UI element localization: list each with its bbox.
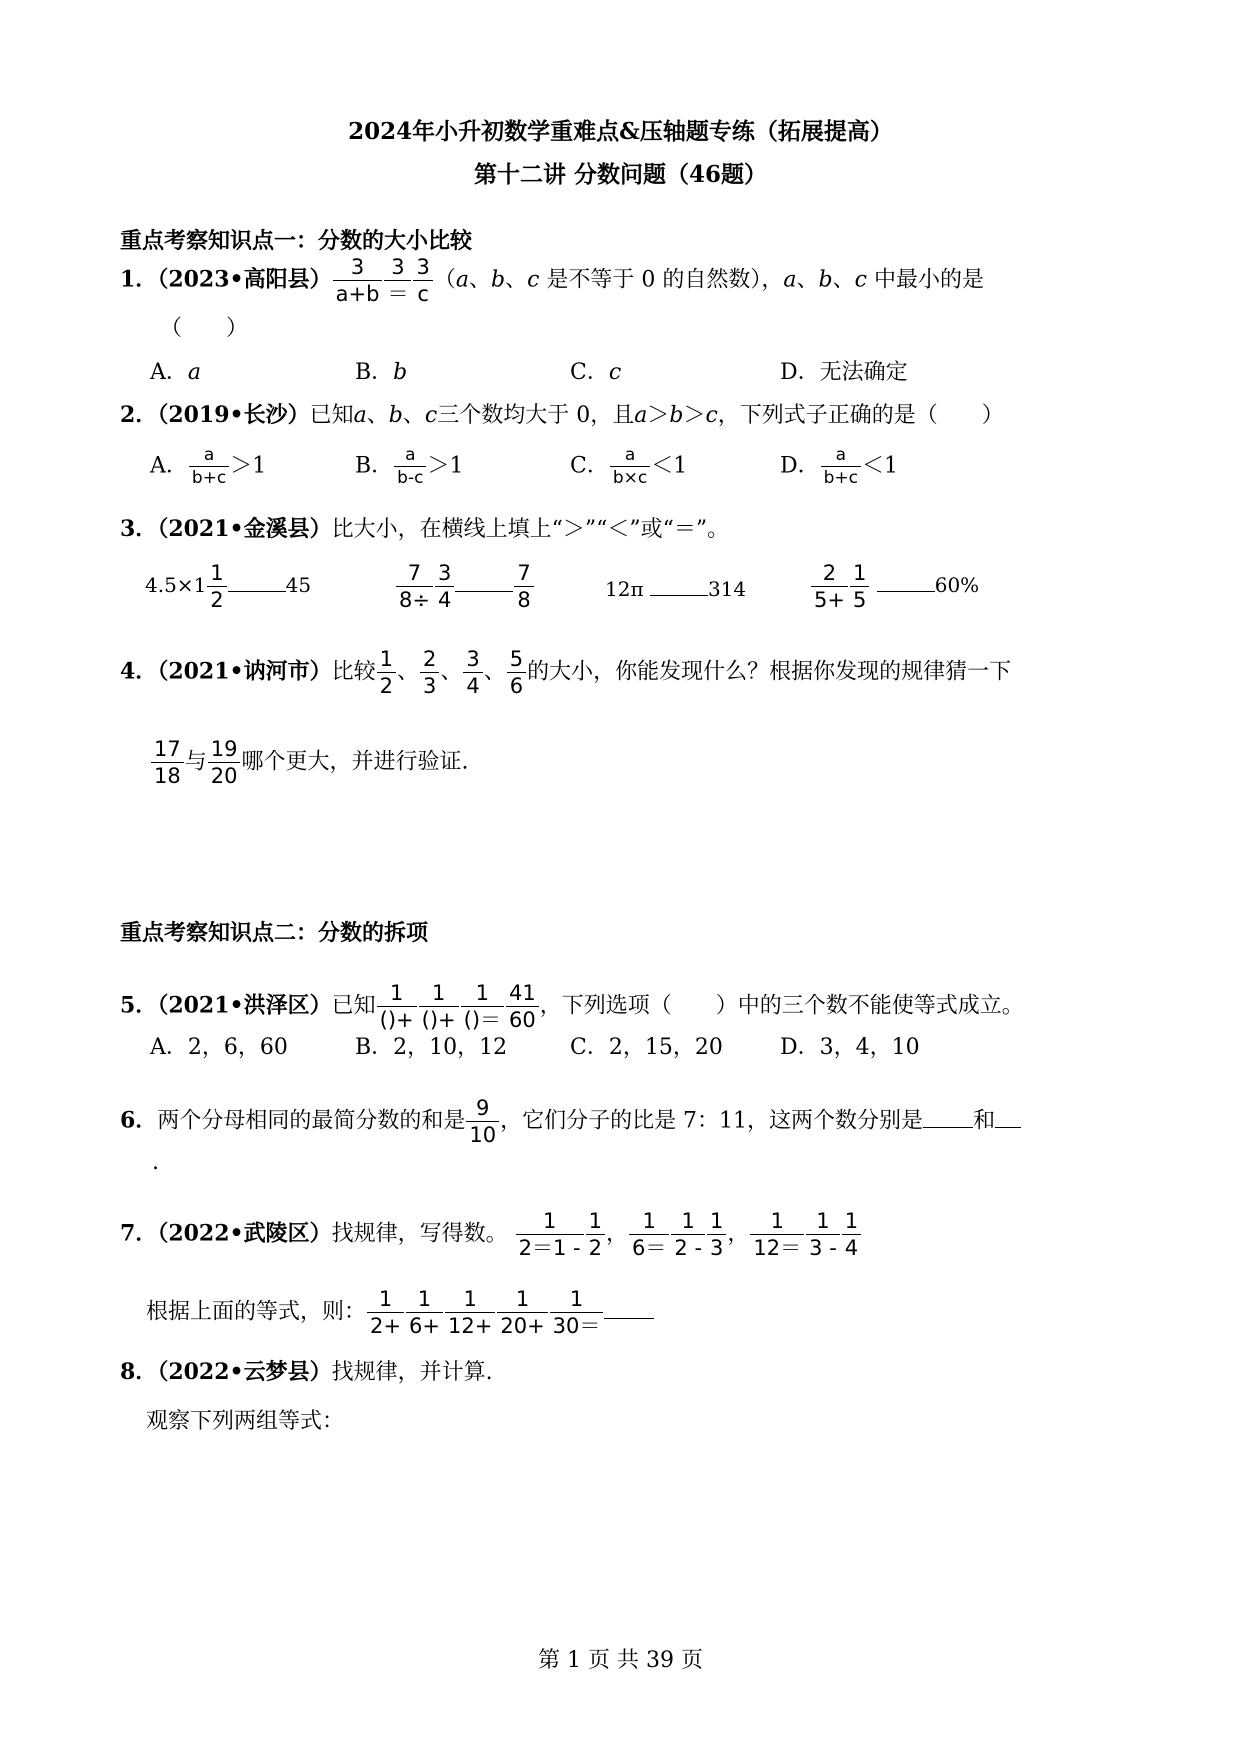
option-a: A．2，6，60 xyxy=(150,1035,288,1060)
question-source: （2021•金溪县） xyxy=(157,516,332,542)
question-source: （2021•讷河市） xyxy=(157,658,332,685)
compare-item-2: $\frac{7}{8\div}$ $\frac{3}{4}$ $\frac{7}{8}$ xyxy=(395,560,535,613)
page-title: 2024年小升初数学重难点&压轴题专练（拓展提高） xyxy=(348,118,893,145)
compare-item-1: 4.5×1 $\frac{1}{2}$ 45 xyxy=(145,561,312,612)
question-source: （2019•长沙） xyxy=(157,402,310,428)
page-footer: 第 1 页 共 39 页 xyxy=(538,1648,703,1673)
option-c: C．c xyxy=(570,360,622,385)
question-number: 2． xyxy=(120,402,158,428)
option-b: B．2，10，12 xyxy=(355,1035,508,1060)
answer-blank[interactable] xyxy=(877,591,935,592)
question-number: 8． xyxy=(120,1359,158,1385)
fraction: $\frac{3}{=}$ xyxy=(384,254,411,307)
compare-item-3: 12π 314 xyxy=(605,577,747,601)
question-5: 5．（2021•洪泽区）已知 $\frac{1}{()+}$ $\frac{1}{()+}$ $\frac{1}{()=}$ $\frac{41}{60}$ ，下列选项（ ）中的三个数不能使等式成立。 xyxy=(120,981,1024,1032)
question-number: 7． xyxy=(120,1220,158,1247)
fraction: $\frac{3}{c}$ xyxy=(413,254,432,307)
question-source: （2022•武陵区） xyxy=(157,1220,332,1247)
option-a: A．a xyxy=(150,360,202,385)
question-number: 1． xyxy=(120,266,158,293)
question-6-dot: . xyxy=(152,1150,159,1175)
question-number: 3． xyxy=(120,516,158,542)
answer-blank[interactable] xyxy=(650,595,708,596)
compare-item-4: $\frac{2}{5+}$ $\frac{1}{5}$ 60% xyxy=(810,560,979,613)
option-d: D．3，4，10 xyxy=(780,1035,920,1060)
answer-blank[interactable] xyxy=(604,1318,654,1319)
question-6: 6．两个分母相同的最简分数的和是 $\frac{9}{10}$ ，它们分子的比是 7：11，这两个数分别是 和 xyxy=(120,1095,1021,1148)
answer-blank[interactable] xyxy=(923,1127,973,1128)
answer-paren: （ ） xyxy=(160,316,249,341)
question-source: （2021•洪泽区） xyxy=(157,992,332,1019)
question-8-line-2: 观察下列两组等式： xyxy=(146,1409,345,1434)
question-2: 2．（2019•长沙）已知a、b、c三个数均大于 0，且a＞b＞c，下列式子正确的是（ ） xyxy=(120,402,1004,428)
question-4: 4．（2021•讷河市）比较 $\frac{1}{2}$ 、 $\frac{2}{3}$ 、 $\frac{3}{4}$ 、 $\frac{5}{6}$ 的大小，你能发现什么？根据你发现的规律猜一下 xyxy=(120,647,1012,698)
option-d: D．无法确定 xyxy=(780,360,908,385)
question-7: 7．（2022•武陵区）找规律，写得数。 $\frac{1}{2=1 -}$ $\frac{1}{2}$ ， $\frac{1}{6=}$ $\frac{1}{2 -}$ $\frac{1}{3}$ ， $\frac{1}{12=}$ $\frac{1}{3 -}$ $\frac{1}{4}$ xyxy=(120,1208,862,1261)
option-c: C．2，15，20 xyxy=(570,1035,723,1060)
question-4-line-2: $\frac{17}{18}$ 与 $\frac{19}{20}$ 哪个更大，并进行验证. xyxy=(150,736,468,789)
question-number: 5． xyxy=(120,992,158,1019)
question-source: （2022•云梦县） xyxy=(157,1359,332,1385)
option-b: B． $\frac{a}{b-c}$ ＞1 xyxy=(355,445,464,488)
question-number: 6． xyxy=(120,1107,158,1134)
section-title-1: 重点考察知识点一：分数的大小比较 xyxy=(120,228,473,254)
fraction: $\frac{3}{a+b}$ xyxy=(333,254,383,307)
option-b: B．b xyxy=(355,360,408,385)
page-subtitle: 第十二讲 分数问题（46题） xyxy=(473,161,767,188)
option-c: C． $\frac{a}{b\times c}$ ＜1 xyxy=(570,445,688,488)
option-a: A． $\frac{a}{b+c}$ ＞1 xyxy=(150,445,267,488)
section-title-2: 重点考察知识点二：分数的拆项 xyxy=(120,920,429,946)
answer-blank[interactable] xyxy=(228,591,286,592)
question-7-line-2: 根据上面的等式，则： $\frac{1}{2+}$ $\frac{1}{6+}$ $\frac{1}{12+}$ $\frac{1}{20+}$ $\frac{1}{30=}$ xyxy=(146,1286,654,1339)
question-source: （2023•高阳县） xyxy=(157,266,332,293)
question-8: 8．（2022•云梦县）找规律，并计算. xyxy=(120,1359,493,1385)
question-1: 1．（2023•高阳县） $\frac{3}{a+b}$ $\frac{3}{=}$ $\frac{3}{c}$ （a、b、c 是不等于 0 的自然数），a、b、c 中最小的是 xyxy=(120,255,984,306)
answer-blank[interactable] xyxy=(995,1127,1021,1128)
question-3: 3．（2021•金溪县）比大小，在横线上填上“＞”“＜”或“＝”。 xyxy=(120,516,730,542)
question-number: 4． xyxy=(120,658,158,685)
option-d: D． $\frac{a}{b+c}$ ＜1 xyxy=(780,445,899,488)
answer-blank[interactable] xyxy=(455,591,513,592)
